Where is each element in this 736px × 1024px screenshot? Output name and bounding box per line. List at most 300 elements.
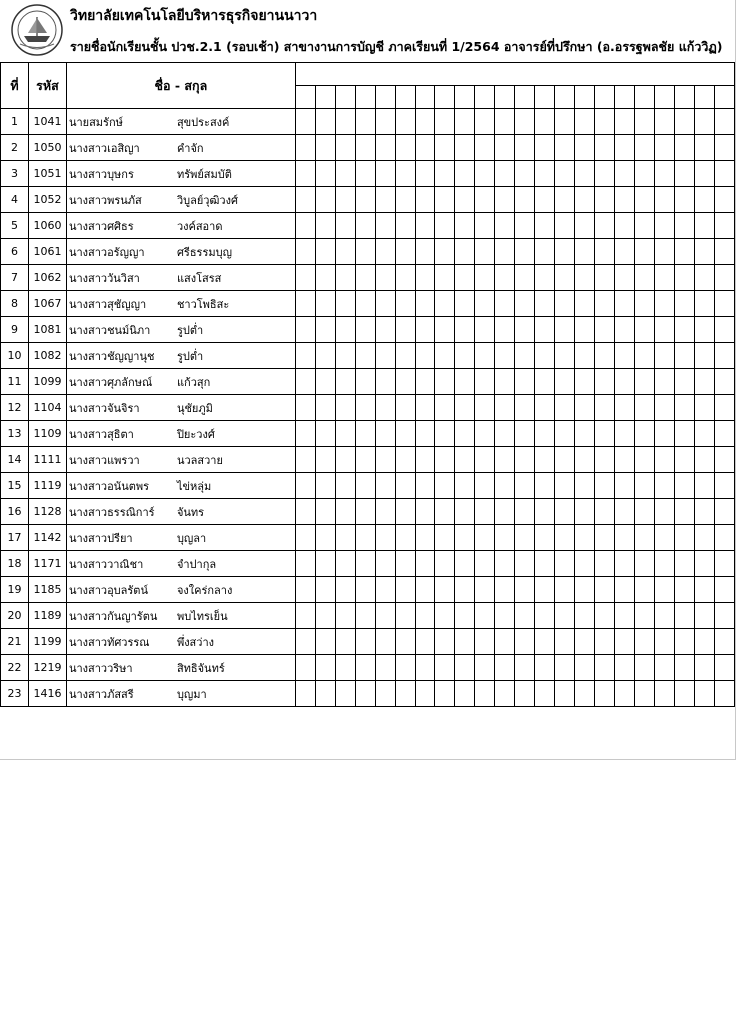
attendance-check-cell[interactable] — [295, 161, 315, 187]
attendance-check-cell[interactable] — [674, 187, 694, 213]
attendance-check-cell[interactable] — [335, 577, 355, 603]
attendance-check-cell[interactable] — [714, 317, 734, 343]
attendance-check-cell[interactable] — [495, 265, 515, 291]
attendance-check-cell[interactable] — [455, 109, 475, 135]
attendance-check-cell[interactable] — [535, 525, 555, 551]
attendance-check-cell[interactable] — [335, 213, 355, 239]
attendance-check-cell[interactable] — [475, 265, 495, 291]
attendance-check-cell[interactable] — [375, 629, 395, 655]
attendance-check-cell[interactable] — [495, 395, 515, 421]
attendance-check-cell[interactable] — [455, 681, 475, 707]
attendance-check-cell[interactable] — [455, 395, 475, 421]
attendance-check-cell[interactable] — [674, 551, 694, 577]
attendance-check-cell[interactable] — [615, 265, 635, 291]
attendance-check-cell[interactable] — [415, 109, 435, 135]
attendance-check-cell[interactable] — [515, 447, 535, 473]
attendance-check-cell[interactable] — [395, 421, 415, 447]
attendance-check-cell[interactable] — [415, 629, 435, 655]
attendance-check-cell[interactable] — [694, 135, 714, 161]
attendance-check-cell[interactable] — [435, 525, 455, 551]
attendance-check-cell[interactable] — [515, 603, 535, 629]
attendance-check-cell[interactable] — [375, 551, 395, 577]
attendance-check-cell[interactable] — [654, 135, 674, 161]
attendance-check-cell[interactable] — [535, 499, 555, 525]
attendance-check-cell[interactable] — [335, 551, 355, 577]
attendance-check-cell[interactable] — [495, 473, 515, 499]
attendance-check-cell[interactable] — [475, 681, 495, 707]
attendance-check-cell[interactable] — [635, 447, 655, 473]
attendance-check-cell[interactable] — [415, 473, 435, 499]
attendance-check-cell[interactable] — [654, 109, 674, 135]
attendance-check-cell[interactable] — [515, 239, 535, 265]
attendance-check-cell[interactable] — [595, 681, 615, 707]
attendance-check-cell[interactable] — [674, 473, 694, 499]
attendance-check-cell[interactable] — [694, 603, 714, 629]
attendance-check-cell[interactable] — [375, 447, 395, 473]
attendance-check-cell[interactable] — [515, 135, 535, 161]
attendance-check-cell[interactable] — [575, 447, 595, 473]
attendance-check-cell[interactable] — [435, 239, 455, 265]
attendance-check-cell[interactable] — [435, 681, 455, 707]
attendance-check-cell[interactable] — [595, 343, 615, 369]
attendance-check-cell[interactable] — [555, 603, 575, 629]
attendance-check-cell[interactable] — [635, 239, 655, 265]
attendance-check-cell[interactable] — [654, 603, 674, 629]
attendance-check-cell[interactable] — [654, 369, 674, 395]
attendance-check-cell[interactable] — [615, 291, 635, 317]
attendance-check-cell[interactable] — [555, 681, 575, 707]
attendance-check-cell[interactable] — [654, 473, 674, 499]
attendance-check-cell[interactable] — [694, 213, 714, 239]
attendance-check-cell[interactable] — [475, 317, 495, 343]
attendance-check-cell[interactable] — [435, 577, 455, 603]
attendance-check-cell[interactable] — [575, 577, 595, 603]
attendance-check-cell[interactable] — [415, 655, 435, 681]
attendance-check-cell[interactable] — [714, 525, 734, 551]
attendance-check-cell[interactable] — [395, 447, 415, 473]
attendance-check-cell[interactable] — [315, 655, 335, 681]
attendance-check-cell[interactable] — [654, 499, 674, 525]
attendance-check-cell[interactable] — [515, 187, 535, 213]
attendance-check-cell[interactable] — [515, 213, 535, 239]
attendance-check-cell[interactable] — [515, 473, 535, 499]
attendance-check-cell[interactable] — [455, 187, 475, 213]
attendance-check-cell[interactable] — [674, 603, 694, 629]
attendance-check-cell[interactable] — [435, 473, 455, 499]
attendance-check-cell[interactable] — [375, 265, 395, 291]
attendance-check-cell[interactable] — [674, 239, 694, 265]
attendance-check-cell[interactable] — [535, 317, 555, 343]
attendance-check-cell[interactable] — [714, 655, 734, 681]
attendance-check-cell[interactable] — [475, 369, 495, 395]
attendance-check-cell[interactable] — [654, 213, 674, 239]
attendance-check-cell[interactable] — [694, 629, 714, 655]
attendance-check-cell[interactable] — [635, 109, 655, 135]
attendance-check-cell[interactable] — [375, 213, 395, 239]
attendance-check-cell[interactable] — [335, 109, 355, 135]
attendance-check-cell[interactable] — [375, 681, 395, 707]
attendance-check-cell[interactable] — [714, 473, 734, 499]
attendance-check-cell[interactable] — [395, 525, 415, 551]
attendance-check-cell[interactable] — [455, 291, 475, 317]
attendance-check-cell[interactable] — [455, 161, 475, 187]
attendance-check-cell[interactable] — [335, 473, 355, 499]
attendance-check-cell[interactable] — [335, 135, 355, 161]
attendance-check-cell[interactable] — [295, 135, 315, 161]
attendance-check-cell[interactable] — [335, 629, 355, 655]
attendance-check-cell[interactable] — [615, 525, 635, 551]
attendance-check-cell[interactable] — [535, 395, 555, 421]
attendance-check-cell[interactable] — [495, 291, 515, 317]
attendance-check-cell[interactable] — [694, 369, 714, 395]
attendance-check-cell[interactable] — [535, 135, 555, 161]
attendance-check-cell[interactable] — [674, 629, 694, 655]
attendance-check-cell[interactable] — [395, 655, 415, 681]
attendance-check-cell[interactable] — [674, 447, 694, 473]
attendance-check-cell[interactable] — [475, 291, 495, 317]
attendance-check-cell[interactable] — [694, 343, 714, 369]
attendance-check-cell[interactable] — [435, 395, 455, 421]
attendance-check-cell[interactable] — [714, 421, 734, 447]
attendance-check-cell[interactable] — [355, 655, 375, 681]
attendance-check-cell[interactable] — [315, 577, 335, 603]
attendance-check-cell[interactable] — [674, 395, 694, 421]
attendance-check-cell[interactable] — [475, 577, 495, 603]
attendance-check-cell[interactable] — [455, 551, 475, 577]
attendance-check-cell[interactable] — [555, 213, 575, 239]
attendance-check-cell[interactable] — [455, 447, 475, 473]
attendance-check-cell[interactable] — [674, 343, 694, 369]
attendance-check-cell[interactable] — [515, 395, 535, 421]
attendance-check-cell[interactable] — [295, 213, 315, 239]
attendance-check-cell[interactable] — [635, 265, 655, 291]
attendance-check-cell[interactable] — [475, 655, 495, 681]
attendance-check-cell[interactable] — [714, 187, 734, 213]
attendance-check-cell[interactable] — [694, 317, 714, 343]
attendance-check-cell[interactable] — [495, 187, 515, 213]
attendance-check-cell[interactable] — [455, 629, 475, 655]
attendance-check-cell[interactable] — [375, 421, 395, 447]
attendance-check-cell[interactable] — [615, 317, 635, 343]
attendance-check-cell[interactable] — [515, 525, 535, 551]
attendance-check-cell[interactable] — [435, 265, 455, 291]
attendance-check-cell[interactable] — [714, 551, 734, 577]
attendance-check-cell[interactable] — [335, 655, 355, 681]
attendance-check-cell[interactable] — [575, 395, 595, 421]
attendance-check-cell[interactable] — [654, 343, 674, 369]
attendance-check-cell[interactable] — [295, 551, 315, 577]
attendance-check-cell[interactable] — [395, 213, 415, 239]
attendance-check-cell[interactable] — [355, 109, 375, 135]
attendance-check-cell[interactable] — [535, 655, 555, 681]
attendance-check-cell[interactable] — [315, 369, 335, 395]
attendance-check-cell[interactable] — [635, 629, 655, 655]
attendance-check-cell[interactable] — [515, 681, 535, 707]
attendance-check-cell[interactable] — [355, 317, 375, 343]
attendance-check-cell[interactable] — [315, 551, 335, 577]
attendance-check-cell[interactable] — [714, 135, 734, 161]
attendance-check-cell[interactable] — [315, 161, 335, 187]
attendance-check-cell[interactable] — [295, 369, 315, 395]
attendance-check-cell[interactable] — [435, 369, 455, 395]
attendance-check-cell[interactable] — [535, 447, 555, 473]
attendance-check-cell[interactable] — [714, 161, 734, 187]
attendance-check-cell[interactable] — [555, 187, 575, 213]
attendance-check-cell[interactable] — [455, 421, 475, 447]
attendance-check-cell[interactable] — [315, 291, 335, 317]
attendance-check-cell[interactable] — [635, 473, 655, 499]
attendance-check-cell[interactable] — [575, 343, 595, 369]
attendance-check-cell[interactable] — [635, 135, 655, 161]
attendance-check-cell[interactable] — [714, 577, 734, 603]
attendance-check-cell[interactable] — [694, 447, 714, 473]
attendance-check-cell[interactable] — [495, 369, 515, 395]
attendance-check-cell[interactable] — [654, 551, 674, 577]
attendance-check-cell[interactable] — [315, 343, 335, 369]
attendance-check-cell[interactable] — [295, 291, 315, 317]
attendance-check-cell[interactable] — [375, 655, 395, 681]
attendance-check-cell[interactable] — [335, 369, 355, 395]
attendance-check-cell[interactable] — [415, 291, 435, 317]
attendance-check-cell[interactable] — [615, 447, 635, 473]
attendance-check-cell[interactable] — [615, 499, 635, 525]
attendance-check-cell[interactable] — [635, 161, 655, 187]
attendance-check-cell[interactable] — [495, 447, 515, 473]
attendance-check-cell[interactable] — [395, 681, 415, 707]
attendance-check-cell[interactable] — [375, 499, 395, 525]
attendance-check-cell[interactable] — [654, 655, 674, 681]
attendance-check-cell[interactable] — [295, 317, 315, 343]
attendance-check-cell[interactable] — [295, 655, 315, 681]
attendance-check-cell[interactable] — [395, 109, 415, 135]
attendance-check-cell[interactable] — [395, 265, 415, 291]
attendance-check-cell[interactable] — [415, 213, 435, 239]
attendance-check-cell[interactable] — [395, 343, 415, 369]
attendance-check-cell[interactable] — [495, 577, 515, 603]
attendance-check-cell[interactable] — [475, 239, 495, 265]
attendance-check-cell[interactable] — [355, 577, 375, 603]
attendance-check-cell[interactable] — [355, 603, 375, 629]
attendance-check-cell[interactable] — [635, 291, 655, 317]
attendance-check-cell[interactable] — [415, 265, 435, 291]
attendance-check-cell[interactable] — [535, 213, 555, 239]
attendance-check-cell[interactable] — [435, 161, 455, 187]
attendance-check-cell[interactable] — [495, 421, 515, 447]
attendance-check-cell[interactable] — [295, 525, 315, 551]
attendance-check-cell[interactable] — [395, 499, 415, 525]
attendance-check-cell[interactable] — [395, 577, 415, 603]
attendance-check-cell[interactable] — [315, 473, 335, 499]
attendance-check-cell[interactable] — [355, 291, 375, 317]
attendance-check-cell[interactable] — [315, 421, 335, 447]
attendance-check-cell[interactable] — [315, 109, 335, 135]
attendance-check-cell[interactable] — [535, 161, 555, 187]
attendance-check-cell[interactable] — [355, 473, 375, 499]
attendance-check-cell[interactable] — [475, 109, 495, 135]
attendance-check-cell[interactable] — [595, 187, 615, 213]
attendance-check-cell[interactable] — [335, 499, 355, 525]
attendance-check-cell[interactable] — [415, 421, 435, 447]
attendance-check-cell[interactable] — [295, 421, 315, 447]
attendance-check-cell[interactable] — [355, 135, 375, 161]
attendance-check-cell[interactable] — [555, 265, 575, 291]
attendance-check-cell[interactable] — [674, 499, 694, 525]
attendance-check-cell[interactable] — [375, 291, 395, 317]
attendance-check-cell[interactable] — [635, 395, 655, 421]
attendance-check-cell[interactable] — [315, 681, 335, 707]
attendance-check-cell[interactable] — [595, 395, 615, 421]
attendance-check-cell[interactable] — [714, 213, 734, 239]
attendance-check-cell[interactable] — [555, 109, 575, 135]
attendance-check-cell[interactable] — [535, 343, 555, 369]
attendance-check-cell[interactable] — [435, 499, 455, 525]
attendance-check-cell[interactable] — [714, 629, 734, 655]
attendance-check-cell[interactable] — [435, 291, 455, 317]
attendance-check-cell[interactable] — [495, 135, 515, 161]
attendance-check-cell[interactable] — [395, 473, 415, 499]
attendance-check-cell[interactable] — [555, 343, 575, 369]
attendance-check-cell[interactable] — [654, 395, 674, 421]
attendance-check-cell[interactable] — [635, 343, 655, 369]
attendance-check-cell[interactable] — [575, 421, 595, 447]
attendance-check-cell[interactable] — [335, 317, 355, 343]
attendance-check-cell[interactable] — [535, 369, 555, 395]
attendance-check-cell[interactable] — [415, 551, 435, 577]
attendance-check-cell[interactable] — [375, 577, 395, 603]
attendance-check-cell[interactable] — [375, 343, 395, 369]
attendance-check-cell[interactable] — [575, 369, 595, 395]
attendance-check-cell[interactable] — [315, 603, 335, 629]
attendance-check-cell[interactable] — [615, 577, 635, 603]
attendance-check-cell[interactable] — [395, 135, 415, 161]
attendance-check-cell[interactable] — [615, 369, 635, 395]
attendance-check-cell[interactable] — [595, 317, 615, 343]
attendance-check-cell[interactable] — [595, 135, 615, 161]
attendance-check-cell[interactable] — [415, 369, 435, 395]
attendance-check-cell[interactable] — [535, 551, 555, 577]
attendance-check-cell[interactable] — [315, 499, 335, 525]
attendance-check-cell[interactable] — [694, 161, 714, 187]
attendance-check-cell[interactable] — [575, 655, 595, 681]
attendance-check-cell[interactable] — [635, 525, 655, 551]
attendance-check-cell[interactable] — [575, 239, 595, 265]
attendance-check-cell[interactable] — [355, 551, 375, 577]
attendance-check-cell[interactable] — [714, 447, 734, 473]
attendance-check-cell[interactable] — [295, 187, 315, 213]
attendance-check-cell[interactable] — [635, 551, 655, 577]
attendance-check-cell[interactable] — [535, 473, 555, 499]
attendance-check-cell[interactable] — [615, 551, 635, 577]
attendance-check-cell[interactable] — [535, 681, 555, 707]
attendance-check-cell[interactable] — [635, 681, 655, 707]
attendance-check-cell[interactable] — [694, 681, 714, 707]
attendance-check-cell[interactable] — [595, 655, 615, 681]
attendance-check-cell[interactable] — [595, 551, 615, 577]
attendance-check-cell[interactable] — [575, 473, 595, 499]
attendance-check-cell[interactable] — [415, 447, 435, 473]
attendance-check-cell[interactable] — [435, 603, 455, 629]
attendance-check-cell[interactable] — [674, 525, 694, 551]
attendance-check-cell[interactable] — [635, 369, 655, 395]
attendance-check-cell[interactable] — [355, 525, 375, 551]
attendance-check-cell[interactable] — [654, 317, 674, 343]
attendance-check-cell[interactable] — [555, 551, 575, 577]
attendance-check-cell[interactable] — [355, 499, 375, 525]
attendance-check-cell[interactable] — [455, 525, 475, 551]
attendance-check-cell[interactable] — [535, 577, 555, 603]
attendance-check-cell[interactable] — [575, 109, 595, 135]
attendance-check-cell[interactable] — [435, 343, 455, 369]
attendance-check-cell[interactable] — [315, 239, 335, 265]
attendance-check-cell[interactable] — [475, 213, 495, 239]
attendance-check-cell[interactable] — [475, 395, 495, 421]
attendance-check-cell[interactable] — [455, 577, 475, 603]
attendance-check-cell[interactable] — [415, 161, 435, 187]
attendance-check-cell[interactable] — [674, 577, 694, 603]
attendance-check-cell[interactable] — [674, 421, 694, 447]
attendance-check-cell[interactable] — [415, 343, 435, 369]
attendance-check-cell[interactable] — [495, 109, 515, 135]
attendance-check-cell[interactable] — [435, 629, 455, 655]
attendance-check-cell[interactable] — [515, 655, 535, 681]
attendance-check-cell[interactable] — [495, 213, 515, 239]
attendance-check-cell[interactable] — [615, 603, 635, 629]
attendance-check-cell[interactable] — [555, 577, 575, 603]
attendance-check-cell[interactable] — [415, 603, 435, 629]
attendance-check-cell[interactable] — [555, 239, 575, 265]
attendance-check-cell[interactable] — [335, 421, 355, 447]
attendance-check-cell[interactable] — [555, 135, 575, 161]
attendance-check-cell[interactable] — [615, 421, 635, 447]
attendance-check-cell[interactable] — [654, 291, 674, 317]
attendance-check-cell[interactable] — [714, 343, 734, 369]
attendance-check-cell[interactable] — [674, 213, 694, 239]
attendance-check-cell[interactable] — [355, 239, 375, 265]
attendance-check-cell[interactable] — [694, 551, 714, 577]
attendance-check-cell[interactable] — [535, 265, 555, 291]
attendance-check-cell[interactable] — [295, 265, 315, 291]
attendance-check-cell[interactable] — [355, 447, 375, 473]
attendance-check-cell[interactable] — [654, 265, 674, 291]
attendance-check-cell[interactable] — [335, 525, 355, 551]
attendance-check-cell[interactable] — [375, 239, 395, 265]
attendance-check-cell[interactable] — [575, 213, 595, 239]
attendance-check-cell[interactable] — [515, 369, 535, 395]
attendance-check-cell[interactable] — [535, 603, 555, 629]
attendance-check-cell[interactable] — [674, 317, 694, 343]
attendance-check-cell[interactable] — [335, 291, 355, 317]
attendance-check-cell[interactable] — [515, 499, 535, 525]
attendance-check-cell[interactable] — [515, 421, 535, 447]
attendance-check-cell[interactable] — [295, 343, 315, 369]
attendance-check-cell[interactable] — [375, 161, 395, 187]
attendance-check-cell[interactable] — [714, 265, 734, 291]
attendance-check-cell[interactable] — [435, 317, 455, 343]
attendance-check-cell[interactable] — [714, 109, 734, 135]
attendance-check-cell[interactable] — [615, 395, 635, 421]
attendance-check-cell[interactable] — [694, 109, 714, 135]
attendance-check-cell[interactable] — [355, 213, 375, 239]
attendance-check-cell[interactable] — [455, 239, 475, 265]
attendance-check-cell[interactable] — [694, 187, 714, 213]
attendance-check-cell[interactable] — [435, 109, 455, 135]
attendance-check-cell[interactable] — [595, 603, 615, 629]
attendance-check-cell[interactable] — [375, 109, 395, 135]
attendance-check-cell[interactable] — [555, 655, 575, 681]
attendance-check-cell[interactable] — [575, 525, 595, 551]
attendance-check-cell[interactable] — [615, 135, 635, 161]
attendance-check-cell[interactable] — [355, 681, 375, 707]
